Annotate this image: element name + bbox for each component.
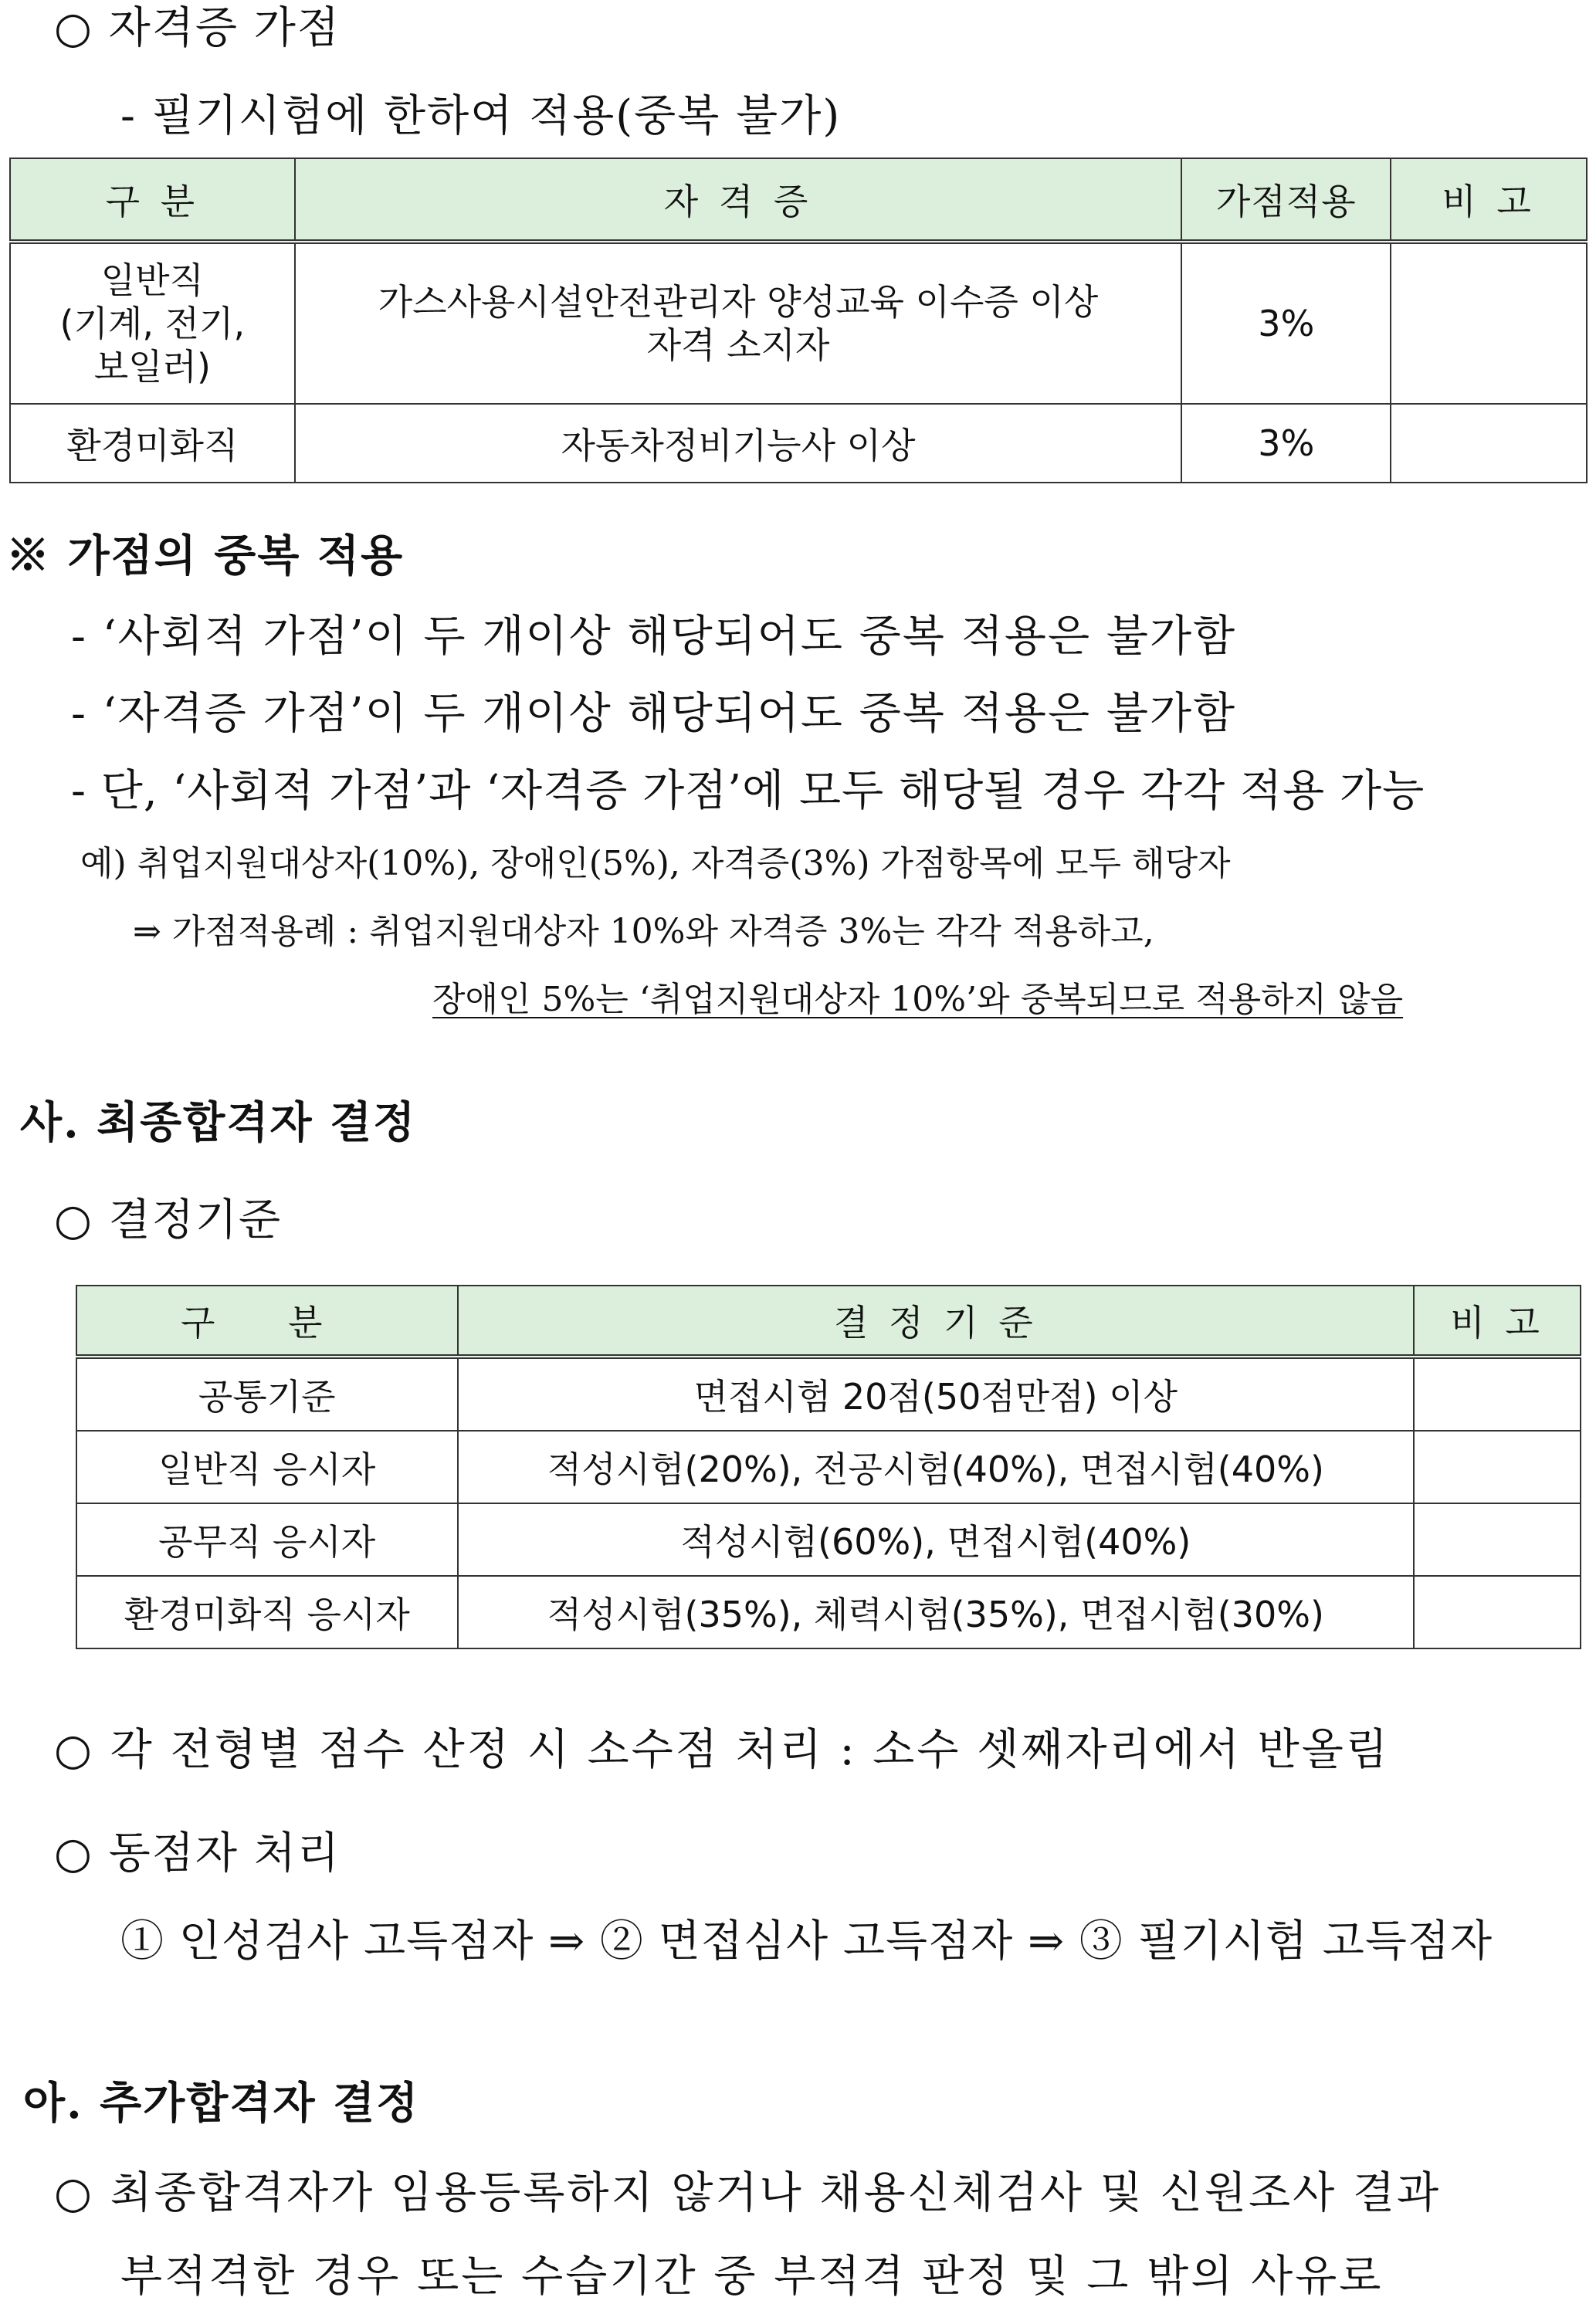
row-criteria: 적성시험(60%), 면접시험(40%) [458, 1503, 1415, 1576]
rounding-rule: ○ 각 전형별 점수 산정 시 소수점 처리 : 소수 셋째자리에서 반올림 [54, 1725, 1390, 1775]
qualification-table [9, 158, 1588, 483]
table-row [76, 1431, 1581, 1503]
criteria-table [76, 1285, 1581, 1649]
header-note: 비 고 [1414, 1286, 1581, 1357]
row-certificate: 가스사용시설안전관리자 양성교육 이수증 이상 자격 소지자 [295, 242, 1182, 404]
table-row [10, 404, 1587, 483]
row-category: 환경미화직 [10, 404, 295, 483]
row-category: 환경미화직 응시자 [76, 1576, 458, 1648]
additional-line-2: 부적격한 경우 또는 수습기간 중 부적격 판정 및 그 밖의 사유로 [120, 2251, 1384, 2302]
header-bonus: 가점적용 [1181, 158, 1391, 242]
table-row [76, 1576, 1581, 1648]
row-bonus: 3% [1181, 242, 1391, 404]
duplicate-example-result: ⇒ 가점적용례 : 취업지원대상자 10%와 자격증 3%는 각각 적용하고, [133, 912, 1154, 951]
row-bonus: 3% [1181, 404, 1391, 483]
row-category: 공통기준 [76, 1357, 458, 1431]
duplicate-heading: ※ 가점의 중복 적용 [6, 530, 405, 581]
table-row [10, 242, 1587, 404]
additional-line-1: ○ 최종합격자가 임용등록하지 않거나 채용신체검사 및 신원조사 결과 [54, 2168, 1442, 2218]
row-category: 공무직 응시자 [76, 1503, 458, 1576]
header-category: 구 분 [76, 1286, 458, 1357]
qualification-heading: ○ 자격증 가점 [54, 3, 341, 53]
table-row [76, 1503, 1581, 1576]
row-category: 일반직 응시자 [76, 1431, 458, 1503]
row-criteria: 적성시험(35%), 체력시험(35%), 면접시험(30%) [458, 1576, 1415, 1648]
final-heading: 사. 최종합격자 결정 [20, 1097, 417, 1148]
header-certificate: 자 격 증 [295, 158, 1182, 242]
qualification-note: - 필기시험에 한하여 적용(중복 불가) [120, 91, 842, 141]
row-certificate: 자동차정비기능사 이상 [295, 404, 1182, 483]
tie-heading: ○ 동점자 처리 [54, 1828, 341, 1879]
table-header-row [10, 158, 1587, 242]
additional-heading: 아. 추가합격자 결정 [23, 2078, 420, 2129]
row-criteria: 적성시험(20%), 전공시험(40%), 면접시험(40%) [458, 1431, 1415, 1503]
header-note: 비 고 [1391, 158, 1587, 242]
header-criteria: 결 정 기 준 [458, 1286, 1415, 1357]
duplicate-example: 예) 취업지원대상자(10%), 장애인(5%), 자격증(3%) 가점항목에 모두 해당자 [80, 844, 1231, 883]
duplicate-item: - ‘사회적 가점’이 두 개이상 해당되어도 중복 적용은 불가함 [71, 612, 1237, 662]
tie-rule: ① 인성검사 고득점자 ⇒ ② 면접심사 고득점자 ⇒ ③ 필기시험 고득점자 [120, 1916, 1493, 1967]
row-note [1414, 1576, 1581, 1648]
row-note [1391, 404, 1587, 483]
row-note [1391, 242, 1587, 404]
criteria-heading: ○ 결정기준 [54, 1195, 283, 1245]
header-category: 구 분 [10, 158, 295, 242]
duplicate-item: - ‘자격증 가점’이 두 개이상 해당되어도 중복 적용은 불가함 [71, 689, 1237, 739]
row-criteria: 면접시험 20점(50점만점) 이상 [458, 1357, 1415, 1431]
duplicate-example-result-2: 장애인 5%는 ‘취업지원대상자 10%’와 중복되므로 적용하지 않음 [432, 980, 1404, 1019]
duplicate-item: - 단, ‘사회적 가점’과 ‘자격증 가점’에 모두 해당될 경우 각각 적용 가능 [71, 766, 1425, 816]
table-row [76, 1357, 1581, 1431]
table-header-row [76, 1286, 1581, 1357]
row-note [1414, 1503, 1581, 1576]
row-note [1414, 1357, 1581, 1431]
row-category: 일반직 (기계, 전기, 보일러) [10, 242, 295, 404]
row-note [1414, 1431, 1581, 1503]
